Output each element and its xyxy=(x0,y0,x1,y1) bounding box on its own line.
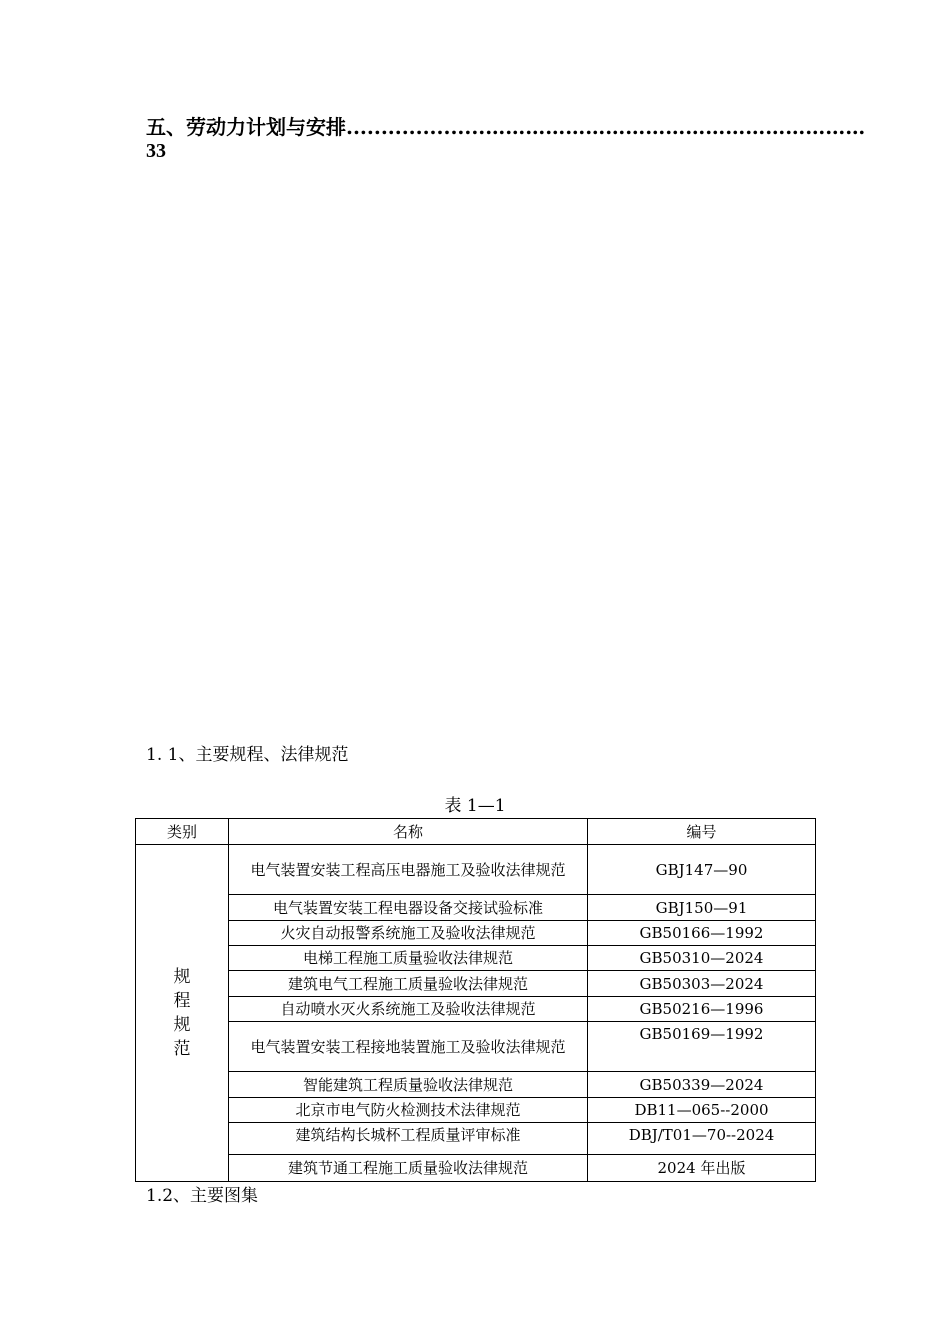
regulation-code: GB50166—1992 xyxy=(588,921,816,946)
table-row xyxy=(136,1098,816,1123)
regulation-name: 北京市电气防火检测技术法律规范 xyxy=(229,1098,588,1123)
header-code: 编号 xyxy=(588,819,816,845)
toc-leaders: ....................………………………………………………… xyxy=(346,116,866,138)
regulation-name: 电气装置安装工程接地装置施工及验收法律规范 xyxy=(229,1022,588,1072)
header-category: 类别 xyxy=(136,819,229,845)
table-row xyxy=(136,997,816,1022)
table-row xyxy=(136,1072,816,1098)
toc-entry-title: 五、劳动力计划与安排 xyxy=(146,116,346,138)
regulation-name: 火灾自动报警系统施工及验收法律规范 xyxy=(229,921,588,946)
regulation-name: 智能建筑工程质量验收法律规范 xyxy=(229,1072,588,1098)
table-row xyxy=(136,921,816,946)
table-header-row xyxy=(136,819,816,845)
table-row xyxy=(136,1022,816,1072)
category-char: 范 xyxy=(173,1039,191,1059)
table-row xyxy=(136,1155,816,1182)
regulation-name: 电气装置安装工程电器设备交接试验标准 xyxy=(229,895,588,921)
section-heading-1-1: 1. 1、主要规程、法律规范 xyxy=(146,745,349,765)
category-char: 程 xyxy=(173,991,191,1011)
category-cell xyxy=(136,845,229,1182)
regulation-name: 建筑节通工程施工质量验收法律规范 xyxy=(229,1155,588,1182)
regulation-code: GB50169—1992 xyxy=(588,1022,816,1072)
regulation-code: GB50303—2024 xyxy=(588,971,816,997)
table-row xyxy=(136,946,816,971)
table-row xyxy=(136,895,816,921)
regulation-name: 自动喷水灭火系统施工及验收法律规范 xyxy=(229,997,588,1022)
regulation-code: GBJ150—91 xyxy=(588,895,816,921)
regulation-code: GBJ147—90 xyxy=(588,845,816,895)
regulation-code: GB50216—1996 xyxy=(588,997,816,1022)
toc-entry xyxy=(146,116,912,138)
table-row xyxy=(136,1123,816,1155)
regulation-code: GB50339—2024 xyxy=(588,1072,816,1098)
table-row xyxy=(136,845,816,895)
regulation-name: 电气装置安装工程高压电器施工及验收法律规范 xyxy=(229,845,588,895)
header-name: 名称 xyxy=(229,819,588,845)
regulation-code: DBJ/T01—70--2024 xyxy=(588,1123,816,1155)
toc-page-number: 33 xyxy=(146,140,166,162)
category-char: 规 xyxy=(173,1015,191,1035)
regulation-name: 建筑结构长城杯工程质量评审标准 xyxy=(229,1123,588,1155)
category-char: 规 xyxy=(173,967,191,987)
regulation-code: 2024 年出版 xyxy=(588,1155,816,1182)
regulations-table xyxy=(135,818,816,1182)
regulation-name: 电梯工程施工质量验收法律规范 xyxy=(229,946,588,971)
regulation-code: GB50310—2024 xyxy=(588,946,816,971)
table-caption: 表 1—1 xyxy=(444,796,506,816)
section-heading-1-2: 1.2、主要图集 xyxy=(146,1186,259,1206)
regulation-name: 建筑电气工程施工质量验收法律规范 xyxy=(229,971,588,997)
table-row xyxy=(136,971,816,997)
regulation-code: DB11—065--2000 xyxy=(588,1098,816,1123)
